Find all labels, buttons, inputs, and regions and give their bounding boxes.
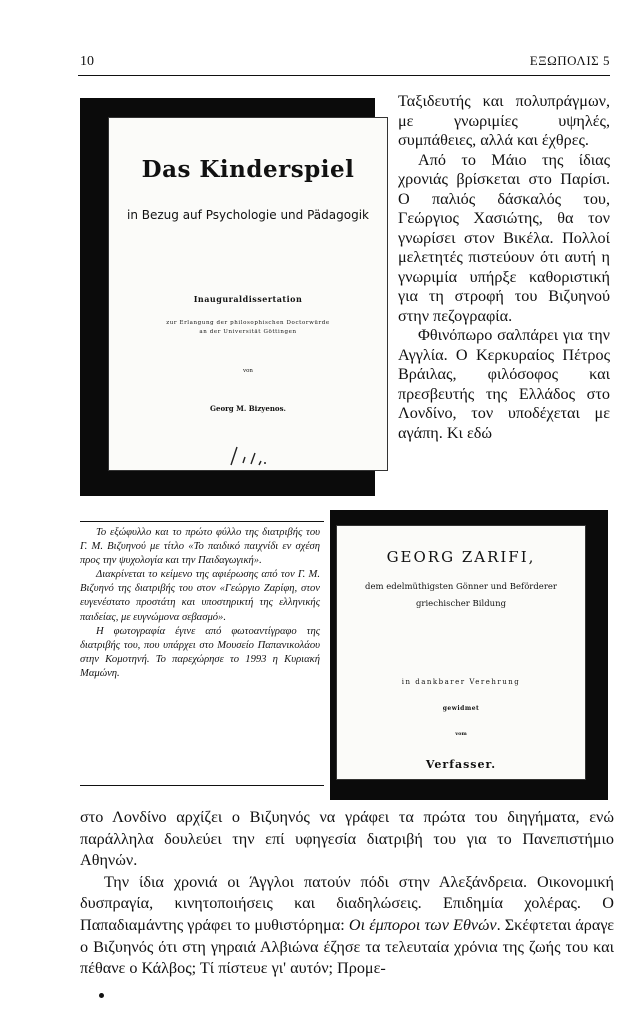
plate1-author: Georg M. Bizyenos. — [210, 404, 286, 413]
page-number: 10 — [80, 54, 94, 69]
plate2-author: Verfasser. — [425, 758, 497, 771]
column-paragraph-1: Ταξιδευτής και πολυπράγμων, με γνωριμίες υψηλές, συμπάθειες, αλλά και έχθρες. — [398, 92, 610, 149]
plate1-purpose-line2: an der Universität Göttingen — [199, 329, 297, 335]
plate2-name: GEORG ZARIFI, — [386, 548, 536, 566]
plate1-title: Das Kinderspiel — [141, 156, 355, 183]
plate2-gratitude: in dankbarer Verehrung — [401, 678, 521, 686]
full-width-text — [80, 807, 614, 980]
full-paragraph-2-end: . Σκέφτεται άραγε ο Βιζυηνός ότι στη γηραιά Αλβιώνα έζησε τα τελευταία χρόνια της ζωής του και πέθανε ο Κάλβος; Τί πίστευε γι' αυτόν; Προμε- — [80, 915, 614, 978]
bullet-mark — [99, 993, 104, 998]
column-text — [398, 92, 610, 443]
full-paragraph-2-start: Την ίδια χρονιά οι Άγγλοι πατούν πόδι στην Αλεξάνδρεια. Οικονομική δυσπραγία, κινητοποιήσεις και διαδηλώσεις. Επιδημία χολέρας. Ο Παπαδιαμάντης γράφει το μυθιστόρημα: — [80, 872, 614, 934]
caption-paragraph-1: Το εξώφυλλο και το πρώτο φύλλο της διατριβής του Γ. Μ. Βιζυηνού με τίτλο «Το παιδικό παιχνίδι εν σχέση προς την ψυχολογία και την Παιδαγωγική». — [80, 527, 320, 567]
novel-title: Οι έμποροι των Εθνών — [348, 915, 497, 934]
plate2-vom: vom — [455, 731, 467, 737]
plate2-line1: dem edelmüthigsten Gönner und Beförderer — [365, 582, 557, 592]
running-head: ΕΞΩΠΟΛΙΣ 5 — [529, 53, 610, 68]
plate1-purpose-line1: zur Erlangung der philosophischen Doctorwürde — [166, 320, 330, 326]
column-paragraph-2: Από το Μάιο της ίδιας χρονιάς βρίσκεται στο Παρίσι. Ο παλιός δάσκαλός του, Γεώργιος Χασιώτης, θα τον γνωρίσει στον Βικέλα. Πολλοί μελετητές πιστεύουν ότι αυτή η γνωριμία υπήρξε καθοριστική για τη στροφή του Βιζυηνού στην πεζογραφία. — [398, 150, 610, 325]
caption-rule-top — [80, 521, 324, 522]
plate1-purpose — [129, 319, 367, 337]
header-rule — [78, 75, 610, 76]
plate1-subtitle: in Bezug auf Psychologie und Pädagogik — [127, 208, 369, 222]
column-paragraph-3: Φθινόπωρο σαλπάρει για την Αγγλία. Ο Κερκυραίος Πέτρος Βράιλας, φιλόσοφος και πρεσβευτής της Ελλάδος στο Λονδίνο, τον υποδέχεται με αγάπη. Κι εδώ — [398, 326, 610, 442]
full-paragraph-2 — [80, 872, 614, 980]
plate1-cover-page — [108, 117, 388, 471]
plate1-von: von — [243, 368, 253, 374]
caption-paragraph-2: Διακρίνεται το κείμενο της αφιέρωσης από τον Γ. Μ. Βιζυηνό της διατριβής του στον «Γεώργιο Ζαρίφη, στον ευγενέστατο προστάτη και υποστηρικτή της ελληνικής παιδείας, με ευγνώμονα σεβασμό». — [80, 569, 320, 623]
caption-paragraph-3: Η φωτογραφία έγινε από φωτοαντίγραφο της διατριβής του, που υπάρχει στο Μουσείο Παπανικολάου στην Κομοτηνή. Το παρεχώρησε το 1993 η Κυριακή Μαμώνη. — [80, 625, 320, 679]
plate2-line2: griechischer Bildung — [415, 599, 507, 609]
full-paragraph-1: στο Λονδίνο αρχίζει ο Βιζυηνός να γράφει τα πρώτα του διηγήματα, ενώ παράλληλα δουλεύει την επί υφηγεσία διατριβή του για το Πανεπιστήμιο Αθηνών. — [80, 808, 614, 870]
caption-rule-bottom — [80, 785, 324, 786]
figure-caption — [80, 526, 320, 681]
plate2-dedicated: gewidmet — [442, 705, 480, 712]
plate1-genre: Inauguraldissertation — [193, 294, 303, 304]
plate2-dedication-page — [336, 525, 586, 780]
handwritten-mark-icon — [225, 443, 275, 469]
